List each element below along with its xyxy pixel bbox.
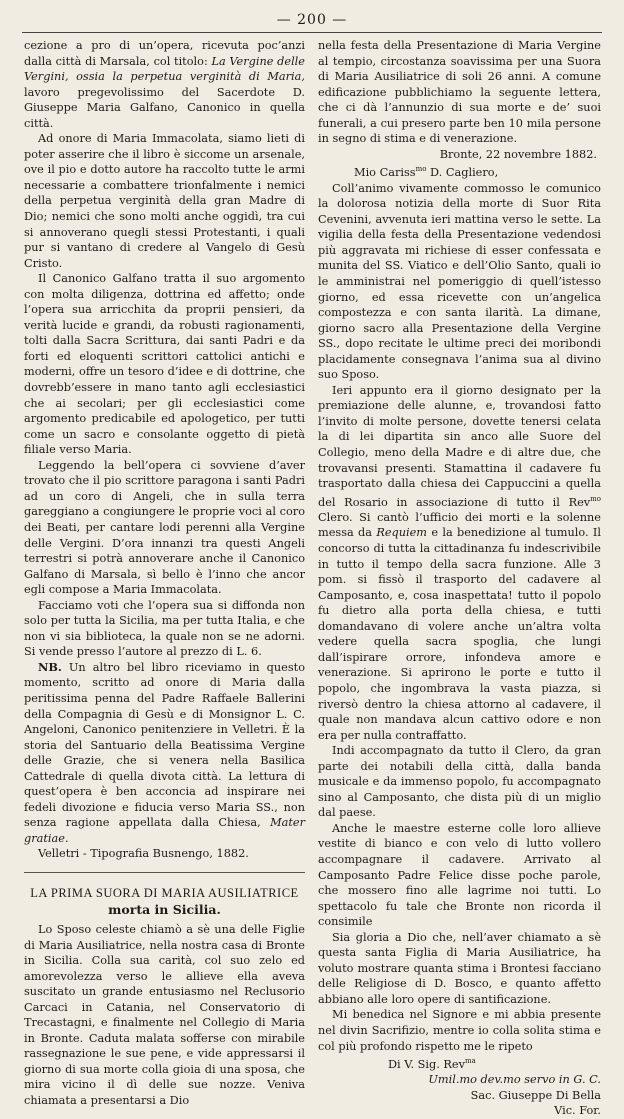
text: Mio Cariss — [354, 166, 416, 180]
article-subtitle: morta in Sicilia. — [108, 901, 221, 917]
text: lavoro pregevolissimo del Sacerdote D. Giuseppe Maria Galfano, Canonico in quella città. — [24, 85, 305, 130]
letter-paragraph: Indi accompagnato da tutto il Clero, da gran parte dei notabili della città, dalla banda musicale e da immenso popolo, fu accompagnato sino al Camposanto, che dista più di un miglio dal paese. — [318, 744, 601, 820]
nb-label: NB. — [38, 659, 62, 674]
nb-paragraph — [24, 660, 305, 847]
letter-paragraph — [318, 383, 601, 743]
article-title: LA PRIMA SUORA DI MARIA AUSILIATRICE — [30, 885, 299, 900]
letter-paragraph: Coll’animo vivamente commosso le comunico la dolorosa notizia della morte di Suor Rita Cevenini, avvenuta ieri mattina verso le sette. La vigilia della festa della Presentazione vedendosi più aggravata mi richiese di esser confessata e munita del SS. Viatico e dell’Olio Santo, quali io le amministrai nel pomeriggio di quell’istesso giorno, ed essa ricevette con un’angelica compostezza e con santa ilarità. La dimane, giorno sacro alla Presentazione della Vergine SS., dopo recitate le ultime preci dei moribondi placidamente consegnava l’anima sua al divino suo Sposo. — [318, 181, 601, 382]
letter-paragraph: Sia gloria a Dio che, nell’aver chiamato a sè questa santa Figlia di Maria Ausiliatrice, ha voluto mostrare quanta stima i Brontesi facciano delle Religiose di D. Bosco, e quanto affetto abbiano alle loro opere di santificazione. — [318, 930, 601, 1006]
article-paragraph: Lo Sposo celeste chiamò a sè una delle Figlie di Maria Ausiliatrice, nella nostra casa di Bronte in Sicilia. Colla sua carità, col suo zelo ed amorevolezza verso le allieve ella aveva suscitato un grande entusiasmo nel Reclusorio Carcaci in Catania, nel Conservatorio di Trecastagni, e finalmente nel Collegio di Maria in Bronte. Caduta malata sofferse con mirabile rassegnazione le sue pene, e vide appressarsi il giorno di sua morte colla gioia di una sposa, che mira vicino il dì delle sue nozze. Veniva chiamata a presentarsi a Dio — [24, 922, 305, 1107]
left-paragraph: Il Canonico Galfano tratta il suo argomento con molta diligenza, dottrina ed affetto; onde l’opera sua arricchita da proprii pensieri, da verità lucide e grandi, da robusti ragionamenti, tolti dalla Sacra Scrittura, dai santi Padri e da forti ed eloquenti scrittori cattolici antichi e moderni, offre un tesoro d’idee e di dottrine, che dovrebb’essere in mano tanto agli ecclesiastici che ai secolari; per gli ecclesiastici come argomento predicabile ed apologetico, per tutti come un sacro e consolante oggetto di pietà filiale verso Maria. — [24, 272, 305, 457]
closing-formula: Umil.mo dev.mo servo in G. C. — [428, 1073, 601, 1087]
right-column — [318, 38, 601, 1119]
letter-date: Bronte, 22 novembre 1882. — [439, 147, 597, 161]
closing-line — [318, 1054, 601, 1072]
italic-text: Mater gratiae. — [24, 816, 305, 845]
text: cezione a pro di un’opera, ricevuta poc’anzi dalla città di Marsala, col titolo: — [24, 39, 305, 68]
left-paragraph — [24, 38, 305, 131]
italic-text: Requiem — [376, 526, 428, 540]
text: Clero. Si cantò l’ufficio dei morti e la solenne messa da — [318, 510, 601, 540]
header-rule — [22, 32, 602, 33]
text: ma — [464, 1057, 476, 1066]
signature-title: Vic. For. — [554, 1104, 601, 1118]
section-separator — [24, 872, 305, 873]
text: e la benedizione al tumulo. Il concorso di tutta la cittadinanza fu indescrivibile in tutto il tempo della sacra funzione. Alle 3 pom. si fissò il trasporto del cadavere al Camposanto, e, cosa inaspettata! tutto il popolo fu dietro alla porta della chiesa, e tutti domandavano di volere anche un’altra volta vedere quella sacra spoglia, che lungi dall’ispirare orrore, infondeva amore e venerazione. Si aprirono le porte e tutto il popolo, che ingombrava la vasta piazza, si riversò dentro la chiesa attorno al cadavere, il quale non mandava alcun cattivo odore e non era per nulla contraffatto. — [318, 526, 601, 742]
text: Di V. Sig. Rev — [388, 1057, 465, 1071]
letter-paragraph: Mi benedica nel Signore e mi abbia presente nel divin Sacrifizio, mentre io colla solita stima e col più profondo rispetto me le ripeto — [318, 1008, 601, 1053]
printer-line: Velletri - Tipografia Busnengo, 1882. — [38, 847, 249, 861]
page-number: — 200 — — [276, 12, 348, 28]
left-paragraph: Leggendo la bell’opera ci sovviene d’aver trovato che il pio scrittore paragona i santi Padri ad un coro di Angeli, che in sulla terra gareggiano a congiungere le proprie voci al coro dei Beati, per cantare lodi perenni alla Vergine delle Vergini. D’ora innanzi tra questi Angeli terrestri si potrà annoverare anche il Canonico Galfano di Marsala, sì bello è l’inno che ancor egli compose a Maria Immacolata. — [24, 458, 305, 597]
text: Ieri appunto era il giorno designato per la premiazione delle alunne, e, trovandosi fatto l’invito di molte persone, dovette tenersi celata la di lei dipartita sin anco alle Suore del Collegio, meno della Madre e di altre due, che trovavansi presenti. Stamattina il cadavere fu trasportato dalla chiesa dei Cappuccini a quella del Rosario in associazione di tutto il Rev — [318, 383, 601, 509]
left-paragraph: Facciamo voti che l’opera sua si diffonda non solo per tutta la Sicilia, ma per tutta Italia, e che non vi sia biblioteca, la quale non se ne adorni. Si vende presso l’autore al prezzo di L. 6. — [24, 598, 305, 659]
text: mo — [415, 165, 427, 174]
text: D. Cagliero, — [426, 166, 499, 180]
left-paragraph: Ad onore di Maria Immacolata, siamo lieti di poter asserire che il libro è siccome un arsenale, ove il pio e dotto autore ha raccolto tutte le armi necessarie a combattere trionfalmente i nemici della perpetua verginità della gran Madre di Dio; nemici che sono molti anche oggidì, tra cui si annoverano quegli stessi Protestanti, i quali pur si vantano di credere al Vangelo di Gesù Cristo. — [24, 132, 305, 270]
intro-paragraph: nella festa della Presentazione di Maria Vergine al tempio, circostanza soavissima per una Suora di Maria Ausiliatrice di soli 26 anni. A comune edificazione pubblichiamo la seguente lettera, che ci dà l’annunzio di sua morte e de’ suoi funerali, a cui presero parte ben 10 mila persone in segno di stima e di venerazione. — [318, 39, 601, 146]
salutation — [318, 162, 601, 180]
signature: Sac. Giuseppe Di Bella — [470, 1088, 601, 1102]
text: mo — [590, 494, 601, 503]
left-column — [24, 38, 305, 1109]
letter-paragraph: Anche le maestre esterne colle loro allieve vestite di bianco e con velo di lutto vollero accompagnare il cadavere. Arrivato al Camposanto Padre Felice disse poche parole, che mossero fino alle lagrime noi tutti. Lo spettacolo fu tale che Bronte non ricorda il consimile — [318, 821, 601, 929]
book-title: La Vergine delle Vergini, ossia la perpetua verginità di Maria, — [24, 54, 305, 84]
text: Un altro bel libro riceviamo in questo momento, scritto ad onore di Maria dalla peritissima penna del Padre Raffaele Ballerini della Compagnia di Gesù e di Monsignor L. C. Angeloni, Canonico penitenziere in Velletri. È la storia del Santuario della Beatissima Vergine delle Grazie, che si venera nella Basilica Cattedrale di quella divota città. La lettura di quest’opera è ben acconcia ad inspirare nei fedeli divozione e fiducia verso Maria SS., non senza ragione appellata dalla Chiesa, — [24, 660, 305, 830]
